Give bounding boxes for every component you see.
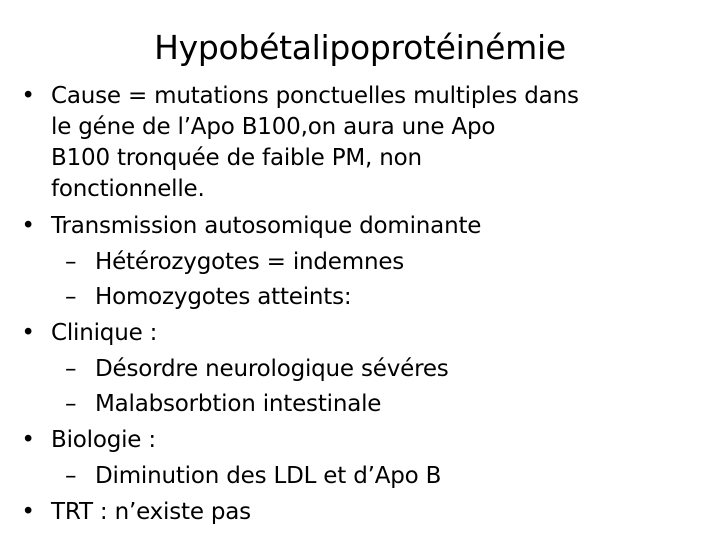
bullet-marker: • [21, 83, 35, 109]
sub-marker: – [65, 356, 77, 382]
bullet-item-clinique [18, 318, 718, 349]
sub-item [18, 280, 718, 315]
bullet-item-cause [18, 81, 718, 205]
bullet-line: Biologie : [51, 427, 156, 453]
slide-title: Hypobétalipoprotéinémie [154, 28, 566, 67]
bullet-line: B100 tronquée de faible PM, non [51, 145, 422, 171]
sub-marker: – [65, 463, 77, 489]
sub-item [18, 352, 718, 387]
bullet-item-trt [18, 497, 718, 528]
sub-item [18, 459, 718, 494]
sub-marker: – [65, 391, 77, 417]
bullet-line: Cause = mutations ponctuelles multiples dans [51, 83, 579, 109]
sub-item-text: Homozygotes atteints: [95, 284, 352, 310]
bullet-line: fonctionnelle. [51, 176, 205, 202]
bullet-item-biologie [18, 425, 718, 456]
bullet-marker: • [21, 499, 35, 525]
sub-item-text: Malabsorbtion intestinale [95, 391, 382, 417]
bullet-line: Transmission autosomique dominante [51, 213, 482, 239]
bullet-list [18, 81, 718, 528]
sub-item [18, 387, 718, 422]
bullet-marker: • [21, 320, 35, 346]
sub-item [18, 245, 718, 280]
bullet-line: TRT : n’existe pas [51, 499, 251, 525]
sub-marker: – [65, 249, 77, 275]
bullet-marker: • [21, 427, 35, 453]
bullet-item-transmission [18, 211, 718, 242]
sub-item-text: Hétérozygotes = indemnes [95, 249, 405, 275]
bullet-marker: • [21, 213, 35, 239]
sub-item-text: Désordre neurologique sévéres [95, 356, 449, 382]
bullet-line: Clinique : [51, 320, 158, 346]
sub-marker: – [65, 284, 77, 310]
bullet-line: le géne de l’Apo B100,on aura une Apo [51, 114, 496, 140]
sub-item-text: Diminution des LDL et d’Apo B [95, 463, 442, 489]
